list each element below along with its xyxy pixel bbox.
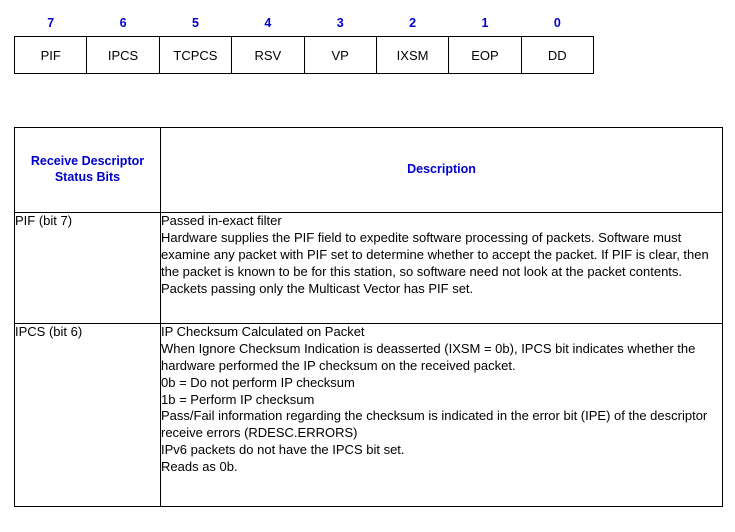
bit-number-0: 0 — [553, 16, 561, 30]
bit-number-3: 3 — [336, 16, 344, 30]
row-label-ipcs: IPCS (bit 6) — [15, 324, 161, 507]
bit-cell-eop: EOP — [449, 37, 521, 74]
bit-number-2: 2 — [409, 16, 417, 30]
bit-cell-tcpcs: TCPCS — [159, 37, 231, 74]
bitfield-table — [14, 10, 594, 74]
row-label-pif: PIF (bit 7) — [15, 213, 161, 324]
status-bits-description-table — [14, 127, 722, 507]
desc-line: Hardware supplies the PIF field to expedite software processing of packets. Software must examine any packet with PIF set to determine whether to accept the packet. If PIF is clear, then the packet is known to be for this station, so software need not look at the packet contents. Packets passing only the Multicast Vector has PIF set. — [161, 229, 709, 296]
row-description-pif — [161, 213, 723, 324]
bit-cell-pif: PIF — [15, 37, 87, 74]
bitfield-diagram — [14, 10, 594, 74]
desc-line: When Ignore Checksum Indication is deasserted (IXSM = 0b), IPCS bit indicates whether the hardware performed the IP checksum on the received packet. — [161, 340, 696, 373]
bit-cell-ixsm: IXSM — [376, 37, 448, 74]
bit-cell-vp: VP — [304, 37, 376, 74]
desc-line: 1b = Perform IP checksum — [161, 391, 315, 407]
desc-line: Pass/Fail information regarding the checksum is indicated in the error bit (IPE) of the descriptor receive errors (RDESC.ERRORS) — [161, 408, 708, 441]
desc-line: 0b = Do not perform IP checksum — [161, 374, 355, 390]
desc-line: Reads as 0b. — [161, 459, 238, 475]
header-description: Description — [161, 128, 723, 213]
bitfield-name-row — [15, 37, 594, 74]
description-table — [14, 127, 723, 507]
bit-number-6: 6 — [119, 16, 127, 30]
desc-line: Passed in-exact filter — [161, 213, 282, 228]
bit-cell-rsv: RSV — [232, 37, 304, 74]
bit-number-1: 1 — [481, 16, 489, 30]
header-status-bits: Receive Descriptor Status Bits — [15, 128, 161, 213]
bit-number-5: 5 — [191, 16, 199, 30]
desc-line: IPv6 packets do not have the IPCS bit set. — [161, 442, 405, 458]
table-row — [15, 213, 723, 324]
bitfield-number-row — [15, 10, 594, 37]
bit-cell-ipcs: IPCS — [87, 37, 159, 74]
bit-number-4: 4 — [264, 16, 272, 30]
desc-line: IP Checksum Calculated on Packet — [161, 324, 365, 339]
table-row — [15, 324, 723, 507]
row-description-ipcs — [161, 324, 723, 507]
table-header-row — [15, 128, 723, 213]
bit-cell-dd: DD — [521, 37, 593, 74]
bit-number-7: 7 — [47, 16, 55, 30]
